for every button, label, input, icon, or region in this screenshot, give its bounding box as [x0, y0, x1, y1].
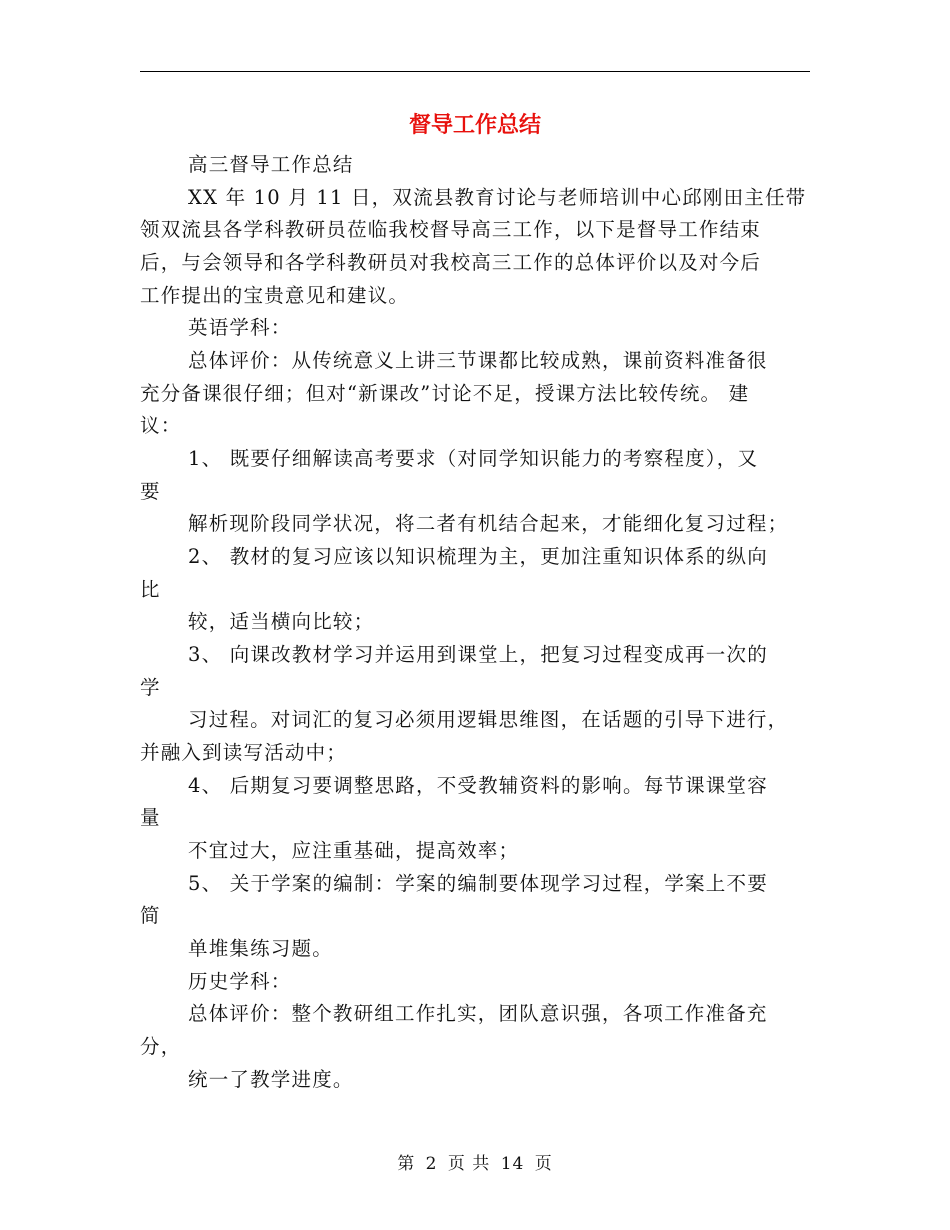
body-line: 分，	[140, 1035, 182, 1058]
body-line: 5、 关于学案的编制：学案的编制要体现学习过程，学案上不要	[188, 872, 768, 895]
body-line: 3、 向课改教材学习并运用到课堂上，把复习过程变成再一次的	[188, 643, 768, 666]
body-line: 总体评价：从传统意义上讲三节课都比较成熟，课前资料准备很	[188, 349, 768, 372]
footer-prefix: 第	[397, 1154, 416, 1174]
body-line: 1、 既要仔细解读高考要求（对同学知识能力的考察程度），又	[188, 447, 759, 470]
body-line: 量	[140, 806, 161, 829]
page-footer	[0, 1150, 950, 1178]
footer-suffix: 页	[534, 1154, 553, 1174]
body-line: 议：	[140, 414, 182, 437]
body-line: 较，适当横向比较；	[188, 610, 375, 633]
body-line: 高三督导工作总结	[188, 153, 354, 176]
body-line: 比	[140, 578, 161, 601]
body-line: 历史学科：	[188, 970, 292, 993]
body-line: 2、 教材的复习应该以知识梳理为主，更加注重知识体系的纵向	[188, 545, 768, 568]
document-title: 督导工作总结	[408, 112, 541, 138]
body-line: 要	[140, 480, 161, 503]
footer-page-number: 2	[425, 1154, 438, 1174]
body-line: 总体评价：整个教研组工作扎实，团队意识强，各项工作准备充	[188, 1002, 768, 1025]
body-line: 学	[140, 676, 161, 699]
body-line: 4、 后期复习要调整思路，不受教辅资料的影响。每节课课堂容	[188, 774, 768, 797]
body-line: 不宜过大，应注重基础，提高效率；	[188, 839, 520, 862]
body-line: 并融入到读写活动中；	[140, 741, 348, 764]
body-line: 统一了教学进度。	[188, 1068, 354, 1091]
footer-total-pages: 14	[500, 1154, 525, 1174]
body-line: 英语学科：	[188, 316, 292, 339]
body-line: 解析现阶段同学状况，将二者有机结合起来，才能细化复习过程；	[188, 512, 789, 535]
body-line: 领双流县各学科教研员莅临我校督导高三工作，以下是督导工作结束	[140, 218, 762, 241]
body-line: 工作提出的宝贵意见和建议。	[140, 284, 410, 307]
header-rule	[140, 71, 810, 72]
body-line: 简	[140, 904, 161, 927]
body-line: XX 年 10 月 11 日，双流县教育讨论与老师培训中心邱刚田主任带	[188, 186, 807, 209]
body-line: 后，与会领导和各学科教研员对我校高三工作的总体评价以及对今后	[140, 251, 762, 274]
footer-middle: 页 共	[447, 1154, 491, 1174]
body-line: 充分备课很仔细；但对“新课改”讨论不足，授课方法比较传统。 建	[140, 382, 750, 405]
body-line: 单堆集练习题。	[188, 937, 333, 960]
body-line: 习过程。对词汇的复习必须用逻辑思维图，在话题的引导下进行，	[188, 708, 789, 731]
